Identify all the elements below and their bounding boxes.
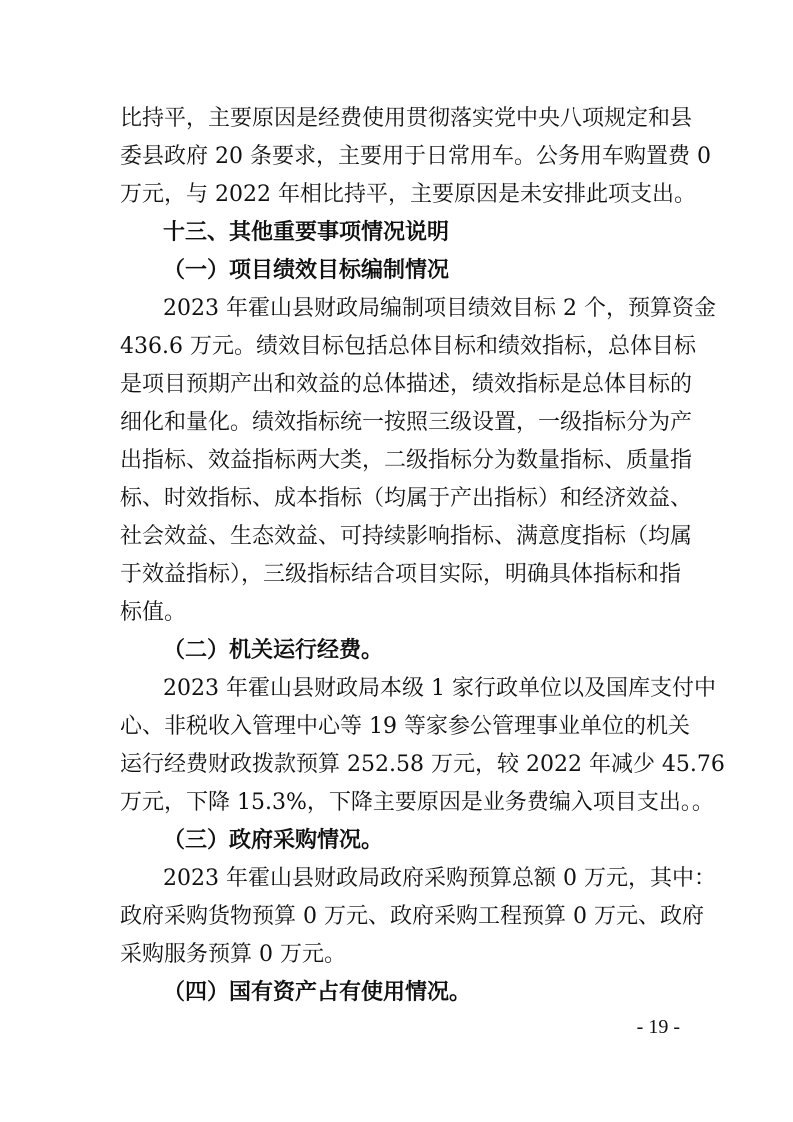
subsection-heading: （一）项目绩效目标编制情况 bbox=[163, 258, 450, 283]
body-line: 心、非税收入管理中心等 19 等家参公管理事业单位的机关 bbox=[120, 714, 690, 739]
body-line: 出指标、效益指标两大类，二级指标分为数量指标、质量指 bbox=[120, 448, 693, 473]
body-line: 是项目预期产出和效益的总体描述，绩效指标是总体目标的 bbox=[120, 372, 693, 397]
subsection-heading: （三）政府采购情况。 bbox=[163, 828, 384, 853]
section-heading: 十三、其他重要事项情况说明 bbox=[163, 220, 450, 245]
page-number: - 19 - bbox=[636, 1016, 680, 1038]
body-line: 万元，与 2022 年相比持平，主要原因是未安排此项支出。 bbox=[120, 182, 696, 207]
body-line: 标、时效指标、成本指标（均属于产出指标）和经济效益、 bbox=[120, 486, 693, 511]
body-line: 2023 年霍山县财政局本级 1 家行政单位以及国库支付中 bbox=[163, 676, 716, 701]
body-line: 于效益指标），三级指标结合项目实际，明确具体指标和指 bbox=[120, 562, 682, 587]
body-line: 政府采购货物预算 0 万元、政府采购工程预算 0 万元、政府 bbox=[120, 904, 704, 929]
body-line: 万元，下降 15.3%，下降主要原因是业务费编入项目支出。。 bbox=[120, 790, 714, 815]
body-line: 运行经费财政拨款预算 252.58 万元，较 2022 年减少 45.76 bbox=[120, 752, 725, 777]
subsection-heading: （四）国有资产占有使用情况。 bbox=[163, 980, 472, 1005]
body-line: 社会效益、生态效益、可持续影响指标、满意度指标（均属 bbox=[120, 524, 693, 549]
body-line: 细化和量化。绩效指标统一按照三级设置，一级指标分为产 bbox=[120, 410, 693, 435]
body-line: 采购服务预算 0 万元。 bbox=[120, 942, 346, 967]
subsection-heading: （二）机关运行经费。 bbox=[163, 638, 384, 663]
body-line: 2023 年霍山县财政局政府采购预算总额 0 万元，其中： bbox=[163, 866, 716, 891]
body-line: 标值。 bbox=[120, 600, 187, 625]
body-line: 比持平，主要原因是经费使用贯彻落实党中央八项规定和县 bbox=[120, 106, 693, 131]
body-line: 委县政府 20 条要求，主要用于日常用车。公务用车购置费 0 bbox=[120, 144, 711, 169]
body-line: 2023 年霍山县财政局编制项目绩效目标 2 个，预算资金 bbox=[163, 296, 716, 321]
body-line: 436.6 万元。绩效目标包括总体目标和绩效指标，总体目标 bbox=[120, 334, 696, 359]
